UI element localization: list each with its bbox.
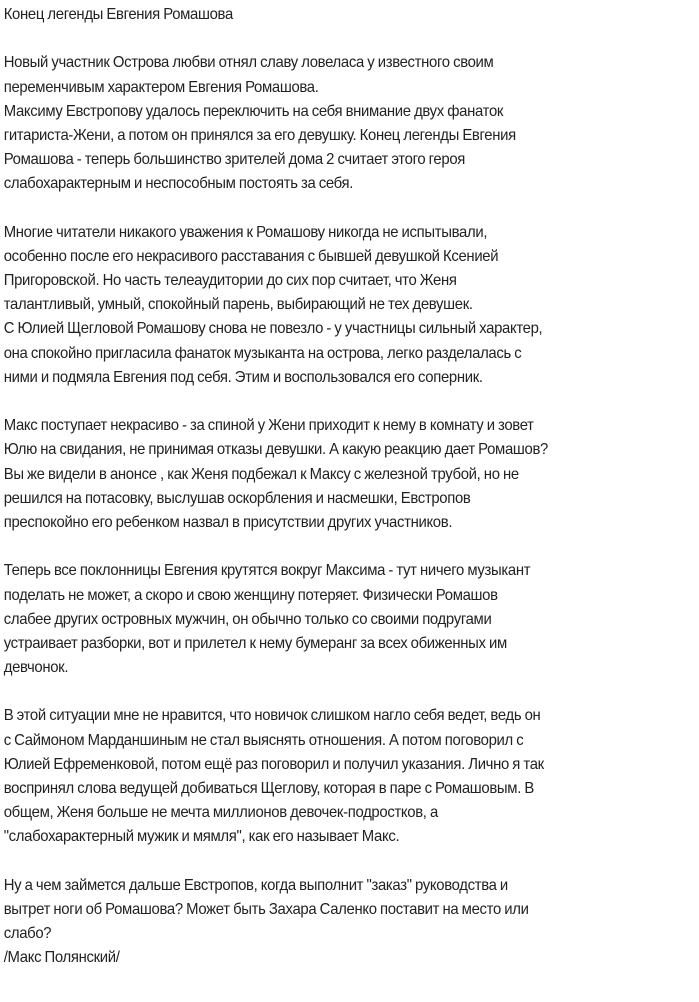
paragraph-line: слабохарактерным и неспособным постоять за себя. <box>3 175 354 193</box>
paragraph-line: девчонок. <box>3 659 69 677</box>
paragraph-line: переменчивым характером Евгения Ромашова. <box>3 78 319 96</box>
paragraph-line: Новый участник Острова любви отнял славу ловеласа у известного своим <box>3 54 494 72</box>
paragraph-line: слабо? <box>3 925 52 943</box>
paragraph-line: особенно после его некрасивого расставания с бывшей девушкой Ксенией <box>3 247 499 265</box>
paragraph-line: устраивает разборки, вот и прилетел к нему бумеранг за всех обиженных им <box>3 634 507 652</box>
paragraph-line: С Юлией Щегловой Ромашову снова не повезло - у участницы сильный характер, <box>3 320 543 338</box>
paragraph-line: гитариста-Жени, а потом он принялся за его девушку. Конец легенды Евгения <box>3 126 516 144</box>
paragraph-4 <box>4 559 697 680</box>
paragraph-5 <box>4 704 697 849</box>
spacer <box>4 535 697 559</box>
paragraph-3 <box>4 414 697 535</box>
paragraph-line: "слабохарактерный мужик и мямля", как его называет Макс. <box>3 828 400 846</box>
paragraph-line: слабее других островных мужчин, он обычно только со своими подругами <box>3 610 492 628</box>
paragraph-line: Ромашова - теперь большинство зрителей дома 2 считает этого героя <box>3 151 466 169</box>
paragraph-line: преспокойно его ребенком назвал в присутствии других участников. <box>3 513 453 531</box>
paragraph-line: решился на потасовку, выслушав оскорбления и насмешки, Евстропов <box>3 489 471 507</box>
paragraph-line: Многие читатели никакого уважения к Ромашову никогда не испытывали, <box>3 223 488 241</box>
paragraph-line: вытрет ноги об Ромашова? Может быть Захара Саленко поставит на место или <box>3 900 529 918</box>
spacer <box>4 390 697 414</box>
paragraph-2 <box>4 221 697 390</box>
paragraph-line: общем, Женя больше не мечта миллионов девочек-подростков, а <box>3 804 438 822</box>
paragraph-1 <box>4 51 697 196</box>
paragraph-line: Юлией Ефременковой, потом ещё раз поговорил и получил указания. Лично я так <box>3 755 544 773</box>
spacer <box>4 197 697 221</box>
author-signature: /Макс Полянский/ <box>3 949 120 967</box>
paragraph-line: воспринял слова ведущей добиваться Щеглову, которая в паре с Ромашовым. В <box>3 780 534 797</box>
paragraph-line: Пригоровской. Но часть телеаудитории до сих пор считает, что Женя <box>3 272 457 290</box>
paragraph-line: с Саймоном Марданшиным не стал выяснять отношения. А потом поговорил с <box>3 731 524 749</box>
paragraph-line: она спокойно пригласила фанаток музыканта на острова, легко разделалась с <box>3 344 522 362</box>
paragraph-line: поделать не может, а скоро и свою женщину потеряет. Физически Ромашов <box>3 586 498 604</box>
paragraph-6 <box>4 874 697 971</box>
spacer <box>4 680 697 704</box>
paragraph-line: Теперь все поклонницы Евгения крутятся вокруг Максима - тут ничего музыкант <box>3 562 531 580</box>
spacer <box>4 27 697 51</box>
paragraph-line: Максиму Евстропову удалось переключить на себя внимание двух фанаток <box>3 102 504 120</box>
paragraph-line: Ну а чем займется дальше Евстропов, когда выполнит "заказ" руководства и <box>3 876 508 894</box>
paragraph-line: талантливый, умный, спокойный парень, выбирающий не тех девушек. <box>3 296 473 314</box>
spacer <box>4 850 697 874</box>
paragraph-line: Вы же видели в анонсе , как Женя подбежал к Максу с железной трубой, но не <box>3 465 519 483</box>
paragraph-line: Макс поступает некрасиво - за спиной у Жени приходит к нему в комнату и зовет <box>3 417 534 435</box>
paragraph-line: В этой ситуации мне не нравится, что новичок слишком нагло себя ведет, ведь он <box>3 707 541 725</box>
article-title: Конец легенды Евгения Ромашова <box>3 6 233 23</box>
paragraph-line: Юлю на свидания, не принимая отказы девушки. А какую реакцию дает Ромашов? <box>3 441 549 459</box>
paragraph-line: ними и подмяла Евгения под себя. Этим и воспользовался его соперник. <box>3 368 483 386</box>
